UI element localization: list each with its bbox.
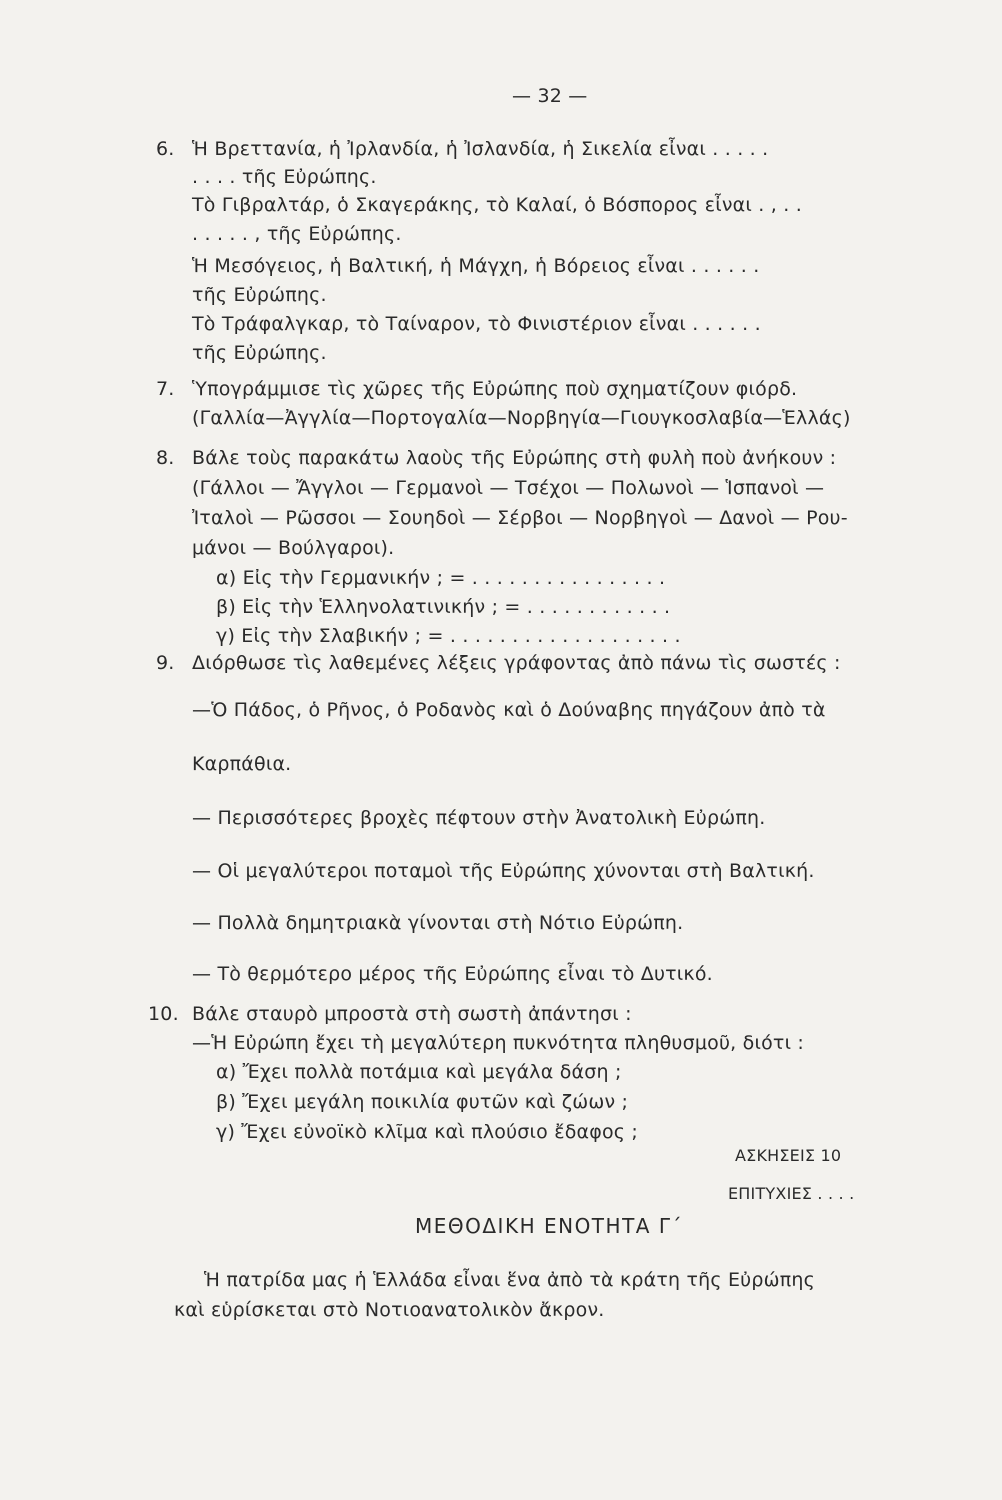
q9-sentence-4: — Πολλὰ δημητριακὰ γίνονται στὴ Νότιο Εὐρώπη. [192,912,684,934]
q6-line-3: Τὸ Γιβραλτάρ, ὁ Σκαγεράκης, τὸ Καλαί, ὁ Βόσπορος εἶναι . , . . [192,194,802,216]
q10-option-c: γ) Ἔχει εὐνοϊκὸ κλῖμα καὶ πλούσιο ἔδαφος ; [216,1121,638,1143]
q10-number: 10. [148,1003,179,1025]
q9-line-1: Διόρθωσε τὶς λαθεμένες λέξεις γράφοντας ἀπὸ πάνω τὶς σωστές : [192,652,841,674]
q9-sentence-3: — Οἱ μεγαλύτεροι ποταμοὶ τῆς Εὐρώπης χύνονται στὴ Βαλτική. [192,860,815,882]
q7-line-1: Ὑπογράμμισε τὶς χῶρες τῆς Εὐρώπης ποὺ σχηματίζουν φιόρδ. [192,378,798,400]
q9-number: 9. [156,652,175,674]
q8-option-c: γ) Εἰς τὴν Σλαβικήν ; = . . . . . . . . . . . . . . . . . . . [216,625,681,647]
q8-line-2: (Γάλλοι — Ἄγγλοι — Γερμανοὶ — Τσέχοι — Πολωνοὶ — Ἱσπανοὶ — [192,477,825,499]
q6-line-5: Ἡ Μεσόγειος, ἡ Βαλτική, ἡ Μάγχη, ἡ Βόρειος εἶναι . . . . . . [192,255,760,277]
q10-option-b: β) Ἔχει μεγάλη ποικιλία φυτῶν καὶ ζώων ; [216,1091,629,1113]
score-successes: ΕΠΙΤΥΧΙΕΣ . . . . [728,1184,855,1203]
q8-option-a: α) Εἰς τὴν Γερμανικήν ; = . . . . . . . . . . . . . . . . [216,567,666,589]
unit-heading: ΜΕΘΟΔΙΚΗ ΕΝΟΤΗΤΑ Γ΄ [415,1214,683,1238]
q6-line-8: τῆς Εὐρώπης. [192,342,327,364]
q6-line-6: τῆς Εὐρώπης. [192,284,327,306]
q10-line-1: Βάλε σταυρὸ μπροστὰ στὴ σωστὴ ἀπάντησι : [192,1003,632,1025]
closing-line-2: καὶ εὑρίσκεται στὸ Νοτιοανατολικὸν ἄκρον. [174,1299,605,1321]
q8-line-4: μάνοι — Βούλγαροι). [192,537,395,559]
q9-sentence-1a: —Ὁ Πάδος, ὁ Ρῆνος, ὁ Ροδανὸς καὶ ὁ Δούναβης πηγάζουν ἀπὸ τὰ [192,699,826,721]
q6-line-7: Τὸ Τράφαλγκαρ, τὸ Ταίναρον, τὸ Φινιστέριον εἶναι . . . . . . [192,313,761,335]
q9-sentence-5: — Τὸ θερμότερο μέρος τῆς Εὐρώπης εἶναι τὸ Δυτικό. [192,963,713,985]
q8-line-1: Βάλε τοὺς παρακάτω λαοὺς τῆς Εὐρώπης στὴ φυλὴ ποὺ ἀνήκουν : [192,447,837,469]
page-number: — 32 — [512,85,588,107]
q6-number: 6. [156,138,175,160]
q7-number: 7. [156,378,175,400]
q8-line-3: Ἰταλοὶ — Ρῶσσοι — Σουηδοὶ — Σέρβοι — Νορβηγοὶ — Δανοὶ — Ρου- [192,507,848,529]
q8-option-b: β) Εἰς τὴν Ἑλληνολατινικήν ; = . . . . . . . . . . . . [216,596,671,618]
q6-line-4: . . . . . , τῆς Εὐρώπης. [192,223,402,245]
q6-line-2: . . . . τῆς Εὐρώπης. [192,166,377,188]
closing-line-1: Ἡ πατρίδα μας ἡ Ἑλλάδα εἶναι ἕνα ἀπὸ τὰ κράτη τῆς Εὐρώπης [204,1269,815,1291]
q8-number: 8. [156,447,175,469]
q6-line-1: Ἡ Βρεττανία, ἡ Ἰρλανδία, ἡ Ἰσλανδία, ἡ Σικελία εἶναι . . . . . [192,138,769,160]
q9-sentence-2: — Περισσότερες βροχὲς πέφτουν στὴν Ἀνατολικὴ Εὐρώπη. [192,807,766,829]
q7-line-2: (Γαλλία—Ἀγγλία—Πορτογαλία—Νορβηγία—Γιουγκοσλαβία—Ἑλλάς) [192,407,851,429]
q10-option-a: α) Ἔχει πολλὰ ποτάμια καὶ μεγάλα δάση ; [216,1061,622,1083]
q9-sentence-1b: Καρπάθια. [192,753,292,775]
score-exercises: ΑΣΚΗΣΕΙΣ 10 [735,1146,842,1165]
q10-line-2: —Ἡ Εὐρώπη ἔχει τὴ μεγαλύτερη πυκνότητα πληθυσμοῦ, διότι : [192,1032,805,1054]
